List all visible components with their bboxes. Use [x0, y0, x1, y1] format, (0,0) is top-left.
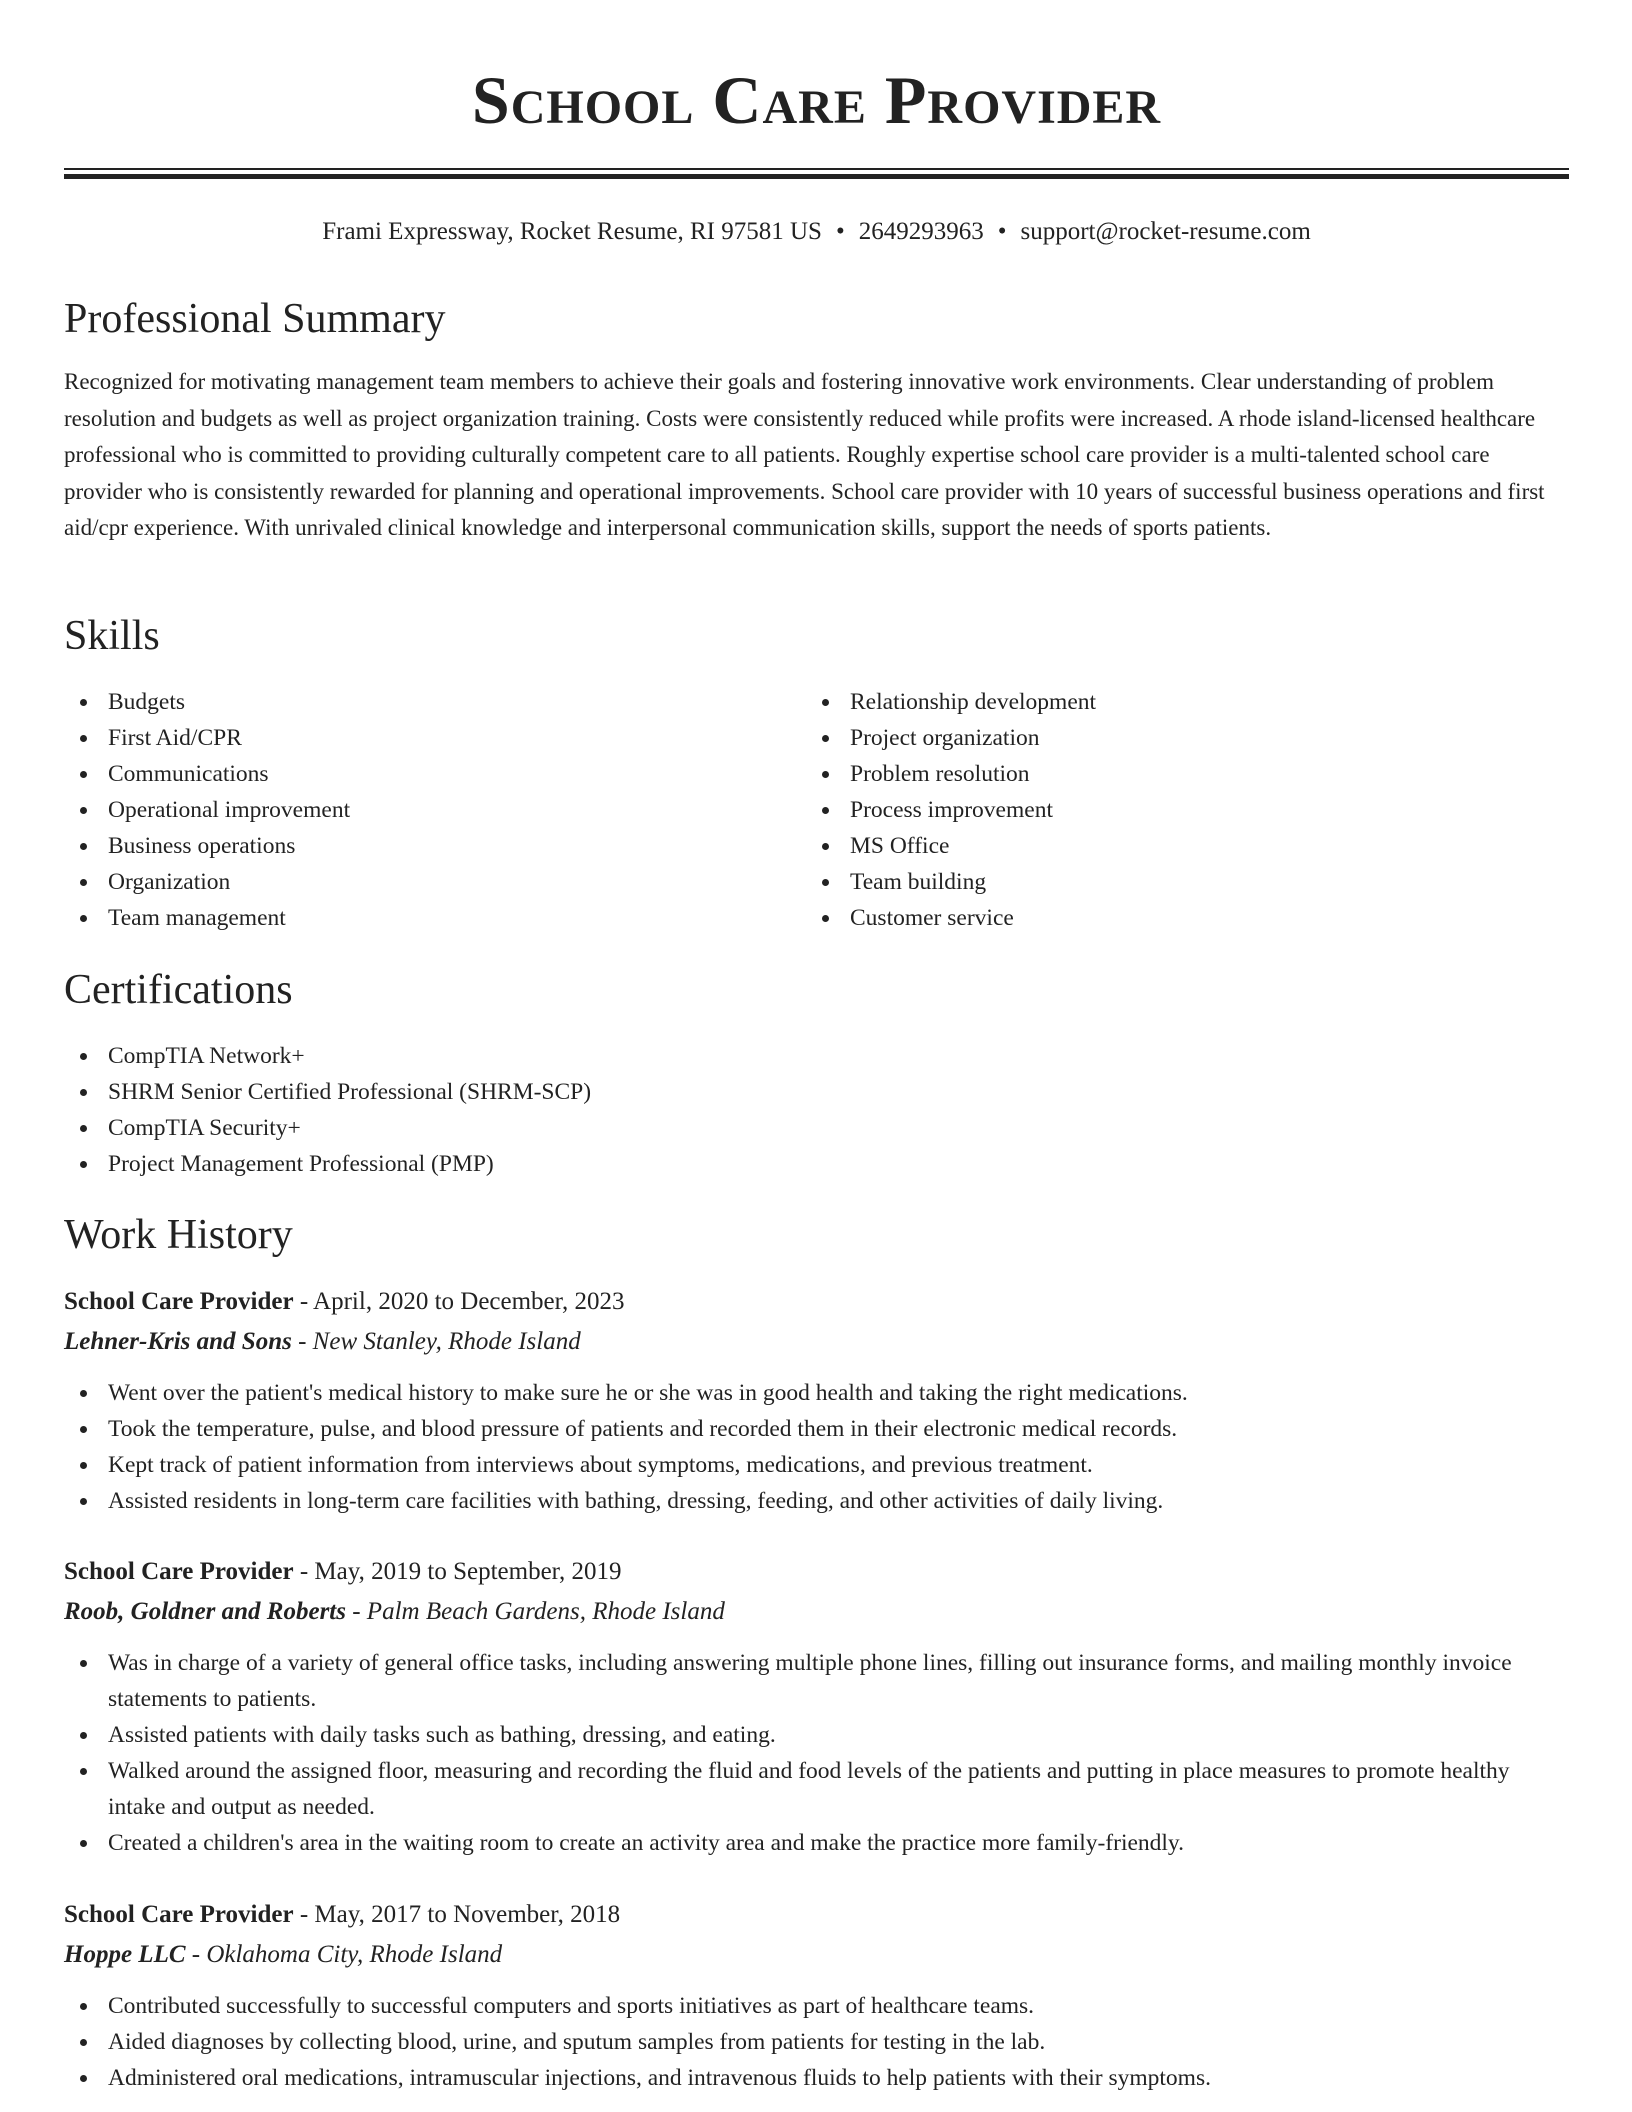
title-divider-thick [64, 174, 1569, 179]
list-item: SHRM Senior Certified Professional (SHRM-SCP) [64, 1074, 1569, 1110]
job-company: Hoppe LLC [64, 1941, 186, 1968]
summary-text: Recognized for motivating management team members to achieve their goals and fostering innovative work environments. Clear understanding of problem resolution and budgets as well as project organization training. Costs were consistently reduced while profits were increased. A rhode island-licensed healthcare professional who is committed to providing culturally competent care to all patients. Roughly expertise school care provider is a multi-talented school care provider who is consistently rewarded for planning and operational improvements. School care provider with 10 years of successful business operations and first aid/cpr experience. With unrivaled clinical knowledge and interpersonal communication skills, support the needs of sports patients. [64, 369, 1545, 540]
work-history-heading: Work History [64, 1212, 293, 1258]
job-dates: - April, 2020 to December, 2023 [293, 1288, 625, 1315]
job-location: - Oklahoma City, Rhode Island [185, 1941, 503, 1968]
list-item: Assisted residents in long-term care facilities with bathing, dressing, feeding, and other activities of daily living. [64, 1483, 1569, 1519]
list-item: CompTIA Network+ [64, 1038, 1569, 1074]
list-item: Contributed successfully to successful computers and sports initiatives as part of healthcare teams. [64, 1988, 1569, 2024]
list-item: Team management [64, 900, 764, 936]
bullet-separator: • [835, 218, 845, 245]
list-item: Project Management Professional (PMP) [64, 1146, 1569, 1182]
list-item: First Aid/CPR [64, 720, 764, 756]
certifications-list [64, 1038, 1569, 1182]
skills-list-right [806, 684, 1506, 936]
list-item: Relationship development [806, 684, 1506, 720]
list-item: Business operations [64, 828, 764, 864]
list-item: MS Office [806, 828, 1506, 864]
certifications-heading: Certifications [64, 967, 293, 1013]
job-dates: - May, 2017 to November, 2018 [293, 1901, 621, 1928]
list-item: Operational improvement [64, 792, 764, 828]
resume-title: School Care Provider [471, 62, 1162, 138]
list-item: Organization [64, 864, 764, 900]
job-dates: - May, 2019 to September, 2019 [293, 1558, 622, 1585]
contact-line [64, 212, 1569, 252]
job-title: School Care Provider [64, 1558, 294, 1585]
job-title: School Care Provider [64, 1288, 294, 1315]
job-company-line [64, 1322, 581, 1362]
list-item: Aided diagnoses by collecting blood, urine, and sputum samples from patients for testing in the lab. [64, 2024, 1569, 2060]
job-company-line [64, 1935, 502, 1975]
list-item: Walked around the assigned floor, measuring and recording the fluid and food levels of the patients and putting in place measures to promote healthy intake and output as needed. [64, 1753, 1569, 1825]
list-item: Process improvement [806, 792, 1506, 828]
job-title-line [64, 1895, 620, 1935]
skills-list-left [64, 684, 764, 936]
job-bullets [64, 1988, 1569, 2096]
list-item: Problem resolution [806, 756, 1506, 792]
skills-heading: Skills [64, 613, 160, 659]
contact-phone: 2649293963 [858, 218, 984, 245]
contact-address: Frami Expressway, Rocket Resume, RI 97581 US [322, 218, 822, 245]
list-item: Administered oral medications, intramuscular injections, and intravenous fluids to help patients with their symptoms. [64, 2060, 1569, 2096]
list-item: Took the temperature, pulse, and blood pressure of patients and recorded them in their electronic medical records. [64, 1411, 1569, 1447]
job-bullets [64, 1375, 1569, 1519]
list-item: Team building [806, 864, 1506, 900]
list-item: CompTIA Security+ [64, 1110, 1569, 1146]
list-item: Went over the patient's medical history to make sure he or she was in good health and taking the right medications. [64, 1375, 1569, 1411]
job-title-line [64, 1282, 624, 1322]
list-item: Communications [64, 756, 764, 792]
contact-email: support@rocket-resume.com [1020, 218, 1311, 245]
job-bullets [64, 1645, 1569, 1861]
job-company: Roob, Goldner and Roberts [64, 1598, 346, 1625]
job-title-line [64, 1552, 622, 1592]
list-item: Customer service [806, 900, 1506, 936]
job-location: - New Stanley, Rhode Island [291, 1328, 581, 1355]
job-location: - Palm Beach Gardens, Rhode Island [345, 1598, 725, 1625]
list-item: Project organization [806, 720, 1506, 756]
list-item: Budgets [64, 684, 764, 720]
title-divider-thin [64, 168, 1569, 170]
summary-heading: Professional Summary [64, 296, 446, 342]
job-company-line [64, 1592, 725, 1632]
resume-page [64, 0, 1569, 2091]
list-item: Was in charge of a variety of general office tasks, including answering multiple phone lines, filling out insurance forms, and mailing monthly invoice statements to patients. [64, 1645, 1569, 1717]
bullet-separator: • [997, 218, 1007, 245]
job-title: School Care Provider [64, 1901, 294, 1928]
list-item: Kept track of patient information from interviews about symptoms, medications, and previous treatment. [64, 1447, 1569, 1483]
job-company: Lehner-Kris and Sons [64, 1328, 292, 1355]
list-item: Created a children's area in the waiting room to create an activity area and make the practice more family-friendly. [64, 1825, 1569, 1861]
list-item: Assisted patients with daily tasks such as bathing, dressing, and eating. [64, 1717, 1569, 1753]
